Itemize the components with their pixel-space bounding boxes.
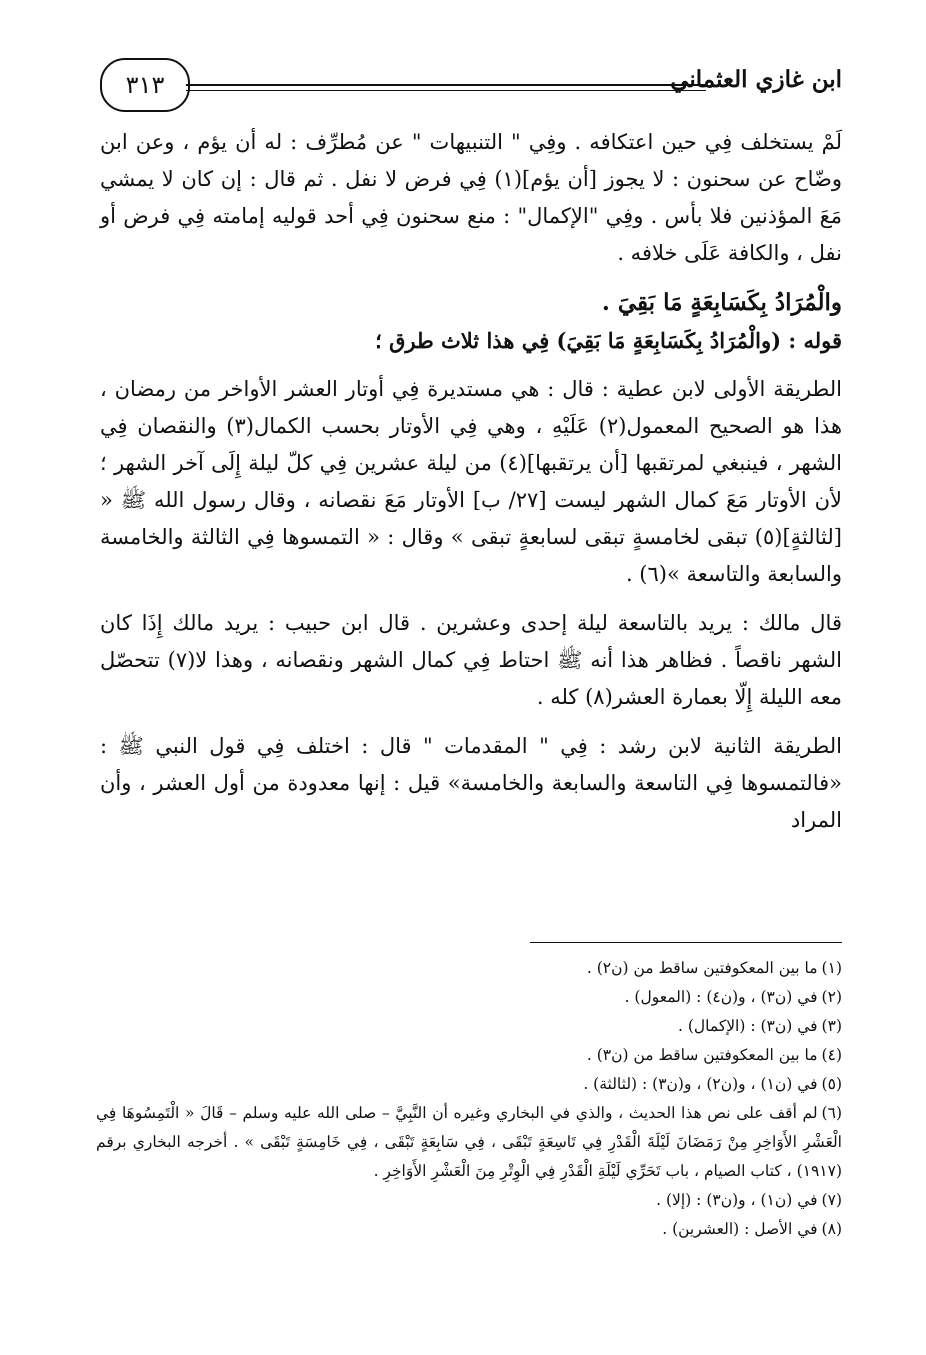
footnotes [96,954,842,1244]
page-number: ٣١٣ [100,58,190,112]
footnote-text: ما بين المعكوفتين ساقط من (ن٢) . [586,959,818,977]
footnote-text: لم أقف على نص هذا الحديث ، والذي في البخاري وغيره أن النَّبِيَّ – صلى الله عليه وسلم – قَالَ « الْتَمِسُوهَا فِي الْعَشْرِ الأَوَاخِرِ مِنْ رَمَضَانَ لَيْلَةَ الْقَدْرِ فِي تَاسِعَةٍ تَبْقَى ، فِي سَابِعَةٍ تَبْقَى ، فِي خَامِسَةٍ تَبْقَى » . أخرجه البخاري برقم (١٩١٧) ، كتاب الصيام ، باب تَحَرِّي لَيْلَةِ الْقَدْرِ فِي الْوِتْرِ مِنَ الْعَشْرِ الأَوَاخِرِ . [96,1104,842,1180]
footnote-text: في الأصل : (العشرين) . [662,1220,818,1238]
section-heading: والْمُرَادُ بِكَسَابِعَةٍ مَا بَقِيَ . [601,289,842,316]
page-header [100,58,842,118]
footnote-text: في (ن١) ، و(ن٣) : (إلا) . [656,1191,818,1209]
footnote-number: (٦) [821,1104,842,1122]
footnote [96,1012,842,1041]
footnote [96,983,842,1012]
footnote-number: (٢) [821,988,842,1006]
footnote-number: (٧) [821,1191,842,1209]
footnote [96,1041,842,1070]
paragraph-2: قوله : (والْمُرَادُ بِكَسَابِعَةٍ مَا بَقِيَ) فِي هذا ثلاث طرق ؛ [375,328,842,353]
running-title: ابن غازي العثماني [670,66,842,93]
footnote-text: ما بين المعكوفتين ساقط من (ن٣) . [586,1046,818,1064]
paragraph-3: الطريقة الأولى لابن عطية : قال : هي مستديرة فِي أوتار العشر الأواخر من رمضان ، هذا هو الصحيح المعمول(٢) عَلَيْهِ ، وهي فِي الأوتار بحسب الكمال(٣) والنقصان فِي الشهر ، فينبغي لمرتقبها [أن يرتقبها](٤) من ليلة عشرين فِي كلّ ليلة إِلَى آخر الشهر ؛ لأن الأوتار مَعَ كمال الشهر ليست [٢٧/ ب] الأوتار مَعَ نقصانه ، وقال رسول الله ﷺ « [لثالثةٍ](٥) تبقى لخامسةٍ تبقى لسابعةٍ تبقى » وقال : « التمسوها فِي الثالثة والخامسة والسابعة والتاسعة »(٦) . [100,377,843,586]
footnote [96,954,842,983]
footnote [96,1186,842,1215]
footnote [96,1215,842,1244]
paragraph-4: قال مالك : يريد بالتاسعة ليلة إحدى وعشرين . قال ابن حبيب : يريد مالك إِذَا كان الشهر ناقصاً . فظاهر هذا أنه ﷺ احتاط فِي كمال الشهر ونقصانه ، وهذا لا(٧) تتحصّل معه الليلة إِلّا بعمارة العشر(٨) كله . [100,611,842,709]
footnote-number: (٤) [821,1046,842,1064]
paragraph-5: الطريقة الثانية لابن رشد : فِي " المقدمات " قال : اختلف فِي قول النبي ﷺ : «فالتمسوها فِي التاسعة والسابعة والخامسة» قيل : إنها معدودة من أول العشر ، وأن المراد [100,734,842,832]
footnote-number: (٣) [821,1017,842,1035]
paragraph-1: لَمْ يستخلف فِي حين اعتكافه . وفِي " التنبيهات " عن مُطرِّف : له أن يؤم ، وعن ابن وضّاح عن سحنون : لا يجوز [أن يؤم](١) فِي فرض لا نفل . ثم قال : إن كان لا يمشي مَعَ المؤذنين فلا بأس . وفِي "الإكمال" : منع سحنون فِي أحد قوليه إمامته فِي فرض أو نفل ، والكافة عَلَى خلافه . [100,130,842,265]
main-text [100,124,842,839]
footnotes-divider [530,942,842,943]
footnote-text: في (ن٣) ، و(ن٤) : (المعول) . [624,988,818,1006]
footnote-text: في (ن٣) : (الإكمال) . [677,1017,818,1035]
footnote-number: (٨) [821,1220,842,1238]
footnote-number: (١) [821,959,842,977]
footnote-number: (٥) [821,1075,842,1093]
footnote-text: في (ن١) ، و(ن٢) ، و(ن٣) : (لثالثة) . [583,1075,818,1093]
footnote [96,1070,842,1099]
footnote [96,1099,842,1186]
